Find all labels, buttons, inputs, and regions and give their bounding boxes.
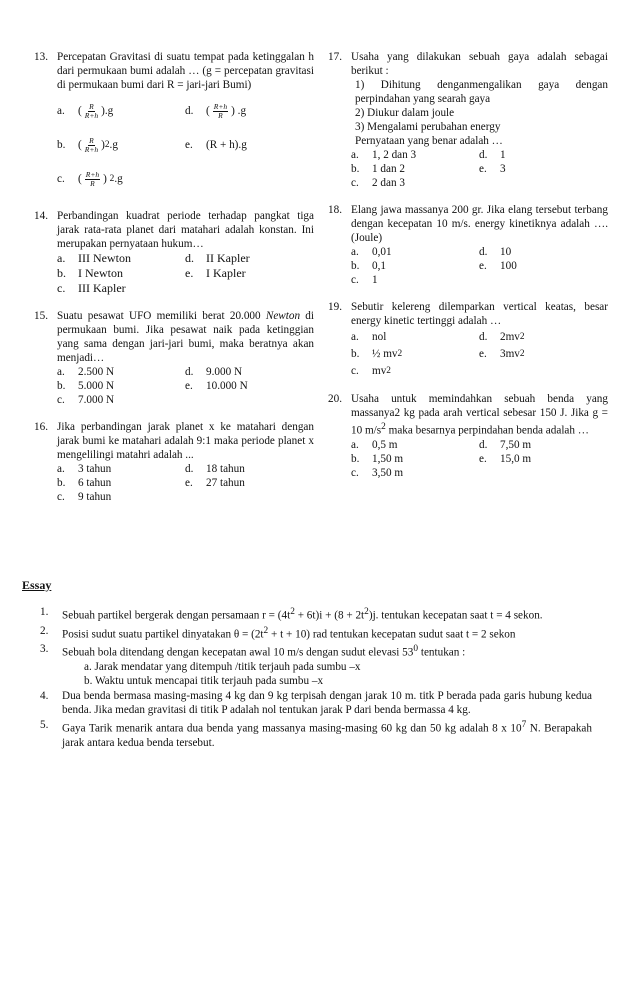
fraction-numerator: R bbox=[89, 135, 94, 145]
question-17 bbox=[328, 50, 608, 190]
option-text: 9 tahun bbox=[78, 491, 112, 503]
option-text: 15,0 m bbox=[500, 452, 532, 465]
left-column bbox=[34, 50, 314, 517]
question-19 bbox=[328, 300, 608, 379]
option-text: III Kapler bbox=[78, 281, 126, 295]
option-b bbox=[57, 476, 185, 490]
option-c bbox=[351, 362, 479, 379]
exponent: 2 bbox=[104, 140, 110, 150]
option-a bbox=[351, 148, 479, 162]
option-label: a. bbox=[351, 149, 359, 161]
option-b bbox=[351, 162, 479, 176]
option-text: (R + h).g bbox=[206, 139, 247, 151]
exponent: 2 bbox=[290, 607, 295, 617]
option-text: 100 bbox=[500, 260, 517, 272]
option-label: e. bbox=[185, 266, 194, 280]
essay-text: Dua benda bermasa masing-masing 4 kg dan 9 kg terpisah dengan jarak 10 m. titk P berada pada garis hubung kedua benda. Jika medan gravitasi di titik P adalah nol tentukan jarak P dari benda bermassa 4 kg. bbox=[62, 690, 592, 717]
option-text: 9.000 N bbox=[206, 366, 243, 378]
question-number: 13. bbox=[34, 51, 48, 63]
option-e bbox=[479, 259, 608, 273]
question-number: 15. bbox=[34, 310, 48, 322]
essay-subitem: b. Waktu untuk mencapai titik terjauh pada sumbu –x bbox=[84, 675, 324, 688]
option-text: 7.000 N bbox=[78, 394, 115, 406]
fraction-numerator: R+h bbox=[85, 169, 100, 179]
option-text: 10.000 N bbox=[206, 380, 248, 392]
essay-number: 4. bbox=[40, 690, 49, 703]
essay-text: Posisi sudut suatu partikel dinyatakan θ = (2t bbox=[62, 628, 264, 641]
option-e bbox=[185, 128, 314, 162]
question-stem: Sebutir kelereng dilemparkan vertical keatas, besar energy kinetic tertinggi adalah … bbox=[351, 301, 608, 327]
option-text: 1 dan 2 bbox=[372, 163, 405, 175]
option-label: c. bbox=[57, 281, 66, 295]
option-label: a. bbox=[351, 330, 359, 343]
option-text: 1 bbox=[372, 274, 378, 286]
option-b bbox=[351, 452, 479, 466]
question-number: 18. bbox=[328, 204, 342, 216]
essay-subitem: a. Jarak mendatar yang ditempuh /titik terjauh pada sumbu –x bbox=[84, 661, 361, 674]
fraction bbox=[85, 103, 98, 120]
option-label: c. bbox=[57, 394, 65, 406]
essay-text: tentukan : bbox=[418, 647, 466, 660]
essay-text: Sebuah partikel bergerak dengan persamaan r = (4t bbox=[62, 609, 291, 622]
fraction-denominator: R+h bbox=[84, 144, 99, 154]
option-text: I Kapler bbox=[206, 266, 246, 280]
option-label: c. bbox=[351, 364, 359, 377]
option-b bbox=[57, 266, 185, 281]
question-stem: Jika perbandingan jarak planet x ke matahari dengan jarak bumi ke matahari adalah 9:1 maka periode planet x mengelilingi matahri adalah ... bbox=[57, 421, 314, 461]
option-a bbox=[57, 251, 185, 266]
fraction-numerator: R+h bbox=[213, 101, 228, 111]
statement-list bbox=[351, 78, 608, 134]
option-e bbox=[479, 452, 608, 466]
option-text: ½ mv bbox=[372, 347, 398, 360]
fraction-numerator: R bbox=[89, 101, 94, 111]
option-label: a. bbox=[57, 366, 65, 378]
option-label: e. bbox=[479, 452, 487, 465]
option-e bbox=[185, 379, 314, 393]
option-e bbox=[479, 345, 608, 362]
essay-item-4 bbox=[40, 689, 592, 717]
essay-number: 1. bbox=[40, 606, 49, 618]
option-a bbox=[351, 245, 479, 259]
option-text: 1, 2 dan 3 bbox=[372, 149, 417, 161]
question-number: 16. bbox=[34, 421, 48, 433]
option-c bbox=[57, 281, 185, 296]
question-14 bbox=[34, 209, 314, 296]
option-label: a. bbox=[57, 251, 66, 265]
option-tail: ) .g bbox=[231, 105, 247, 117]
option-a bbox=[57, 462, 185, 476]
fraction bbox=[85, 171, 100, 188]
question-stem: Elang jawa massanya 200 gr. Jika elang tersebut terbang dengan kecepatan 10 m/s. energy kinetiknya adalah …. (Joule) bbox=[351, 204, 608, 244]
question-18 bbox=[328, 203, 608, 287]
option-label: e. bbox=[185, 477, 193, 489]
essay-text: Sebuah bola ditendang dengan kecepatan awal 10 m/s dengan sudut elevasi 53 bbox=[62, 647, 414, 660]
option-d bbox=[185, 94, 314, 128]
option-text: 3mv bbox=[500, 347, 520, 360]
option-b bbox=[351, 259, 479, 273]
essay-item-2 bbox=[40, 624, 592, 642]
option-label: c. bbox=[351, 466, 359, 479]
option-text: 3 bbox=[500, 163, 506, 175]
option-d bbox=[479, 245, 608, 259]
option-text: 0,5 m bbox=[372, 438, 398, 451]
exponent: 2 bbox=[397, 348, 403, 359]
question-stem: Usaha yang dilakukan sebuah gaya adalah sebagai berikut : bbox=[351, 51, 608, 77]
option-c bbox=[351, 273, 479, 287]
option-a bbox=[57, 94, 185, 128]
option-text: III Newton bbox=[78, 251, 131, 265]
essay-number: 5. bbox=[40, 719, 49, 732]
option-label: d. bbox=[185, 251, 194, 265]
question-stem: Perbandingan kuadrat periode terhadap pangkat tiga jarak rata-rata planet dari matahari adalah konstan. Ini merupakan pernyataan hukum… bbox=[57, 210, 314, 250]
stem-part: maka besarnya perpindahan benda adalah … bbox=[385, 424, 589, 437]
essay-number: 3. bbox=[40, 643, 49, 656]
question-number: 19. bbox=[328, 301, 342, 313]
option-d bbox=[185, 365, 314, 379]
option-tail: .g bbox=[114, 173, 123, 185]
option-text: 3 tahun bbox=[78, 463, 112, 475]
option-e bbox=[185, 476, 314, 490]
essay-text: + 6t)i + (8 + 2t bbox=[294, 609, 365, 622]
option-label: b. bbox=[57, 266, 66, 280]
essay-heading: Essay bbox=[22, 578, 52, 592]
option-text: 27 tahun bbox=[206, 477, 245, 489]
option-d bbox=[185, 251, 314, 266]
question-stem: Percepatan Gravitasi di suatu tempat pada ketinggalan h dari permukaan bumi adalah … (g = percepatan gravitasi di permukaan bumi dari R = jari-jari Bumi) bbox=[57, 51, 314, 91]
option-label: a. bbox=[57, 105, 65, 117]
option-label: a. bbox=[57, 463, 65, 475]
option-text: 3,50 m bbox=[372, 466, 404, 479]
option-c bbox=[57, 490, 185, 504]
option-text: 1 bbox=[500, 149, 506, 161]
stem-part: Suatu pesawat UFO memiliki berat 20.000 bbox=[57, 310, 266, 322]
question-15 bbox=[34, 309, 314, 407]
essay-text: Gaya Tarik menarik antara dua benda yang massanya masing-masing 60 kg dan 50 kg adalah 8 x 10 bbox=[62, 722, 522, 735]
exponent: 2 bbox=[386, 365, 391, 376]
option-a bbox=[351, 328, 479, 345]
paren: ) bbox=[101, 139, 105, 151]
option-label: b. bbox=[351, 452, 360, 465]
option-d bbox=[185, 462, 314, 476]
essay-item-1 bbox=[40, 605, 592, 623]
essay-list bbox=[40, 605, 592, 751]
question-number: 20. bbox=[328, 393, 342, 405]
option-b bbox=[351, 345, 479, 362]
option-label: d. bbox=[479, 330, 488, 343]
option-text: 5.000 N bbox=[78, 380, 115, 392]
essay-item-3 bbox=[40, 642, 592, 688]
option-label: c. bbox=[351, 177, 359, 189]
option-label: d. bbox=[479, 246, 488, 258]
question-20 bbox=[328, 392, 608, 480]
fraction bbox=[85, 137, 98, 154]
exponent: 0 bbox=[413, 644, 419, 655]
option-d bbox=[479, 328, 608, 345]
option-label: e. bbox=[185, 139, 193, 151]
essay-item-5 bbox=[40, 718, 592, 750]
option-label: b. bbox=[351, 347, 360, 360]
fraction-denominator: R+h bbox=[84, 110, 99, 120]
exponent: 2 bbox=[109, 174, 115, 184]
paren: ( bbox=[78, 139, 82, 151]
stem-part: Usaha untuk memindahkan sebuah benda yang massanya2 kg pada arah vertical sebesar 150 J. Jika g = 10 m/s bbox=[351, 393, 608, 437]
option-label: e. bbox=[479, 260, 487, 272]
option-label: e. bbox=[479, 347, 487, 360]
essay-number: 2. bbox=[40, 624, 49, 637]
fraction-denominator: R bbox=[90, 178, 95, 188]
option-text: 0,01 bbox=[372, 246, 392, 258]
option-label: b. bbox=[57, 380, 66, 392]
essay-text: )j. tentukan kecepatan saat t = 4 sekon. bbox=[368, 609, 543, 622]
option-label: d. bbox=[185, 463, 194, 475]
exponent: 2 bbox=[519, 348, 525, 359]
option-text: 0,1 bbox=[372, 260, 386, 272]
exponent: 2 bbox=[381, 422, 386, 432]
exponent: 2 bbox=[519, 331, 525, 342]
statement-item: 2) Diukur dalam joule bbox=[355, 107, 455, 119]
option-label: b. bbox=[351, 260, 360, 272]
essay-text: N. Berapakah jarak antara kedua benda tersebut. bbox=[62, 722, 592, 749]
option-c bbox=[351, 466, 479, 480]
question-number: 17. bbox=[328, 51, 342, 63]
option-c bbox=[57, 162, 185, 196]
option-label: c. bbox=[57, 491, 65, 503]
right-column bbox=[328, 50, 608, 493]
option-tail: .g bbox=[109, 139, 118, 151]
option-text: mv bbox=[372, 364, 387, 377]
exponent: 2 bbox=[263, 625, 269, 636]
option-a bbox=[351, 438, 479, 452]
option-label: a. bbox=[351, 246, 359, 258]
option-text: 7,50 m bbox=[500, 438, 532, 451]
essay-text: + t + 10) rad tentukan kecepatan sudut saat t = 2 sekon bbox=[268, 628, 516, 641]
option-text: 18 tahun bbox=[206, 463, 245, 475]
question-stem bbox=[351, 392, 608, 438]
stem-part: di permukaan bumi. Jika pesawat naik pada ketinggian yang sama dengan jari-jari bumi, maka beratnya akan menjadi… bbox=[57, 310, 315, 364]
fraction-denominator: R bbox=[218, 110, 223, 120]
option-label: e. bbox=[479, 163, 487, 175]
option-e bbox=[479, 162, 608, 176]
option-text: II Kapler bbox=[206, 251, 250, 265]
paren: ( bbox=[78, 173, 82, 185]
option-label: a. bbox=[351, 438, 359, 451]
option-c bbox=[57, 393, 185, 407]
option-label: e. bbox=[185, 380, 193, 392]
option-label: b. bbox=[57, 139, 66, 151]
option-text: 2.500 N bbox=[78, 366, 115, 378]
option-text: 2 dan 3 bbox=[372, 177, 405, 189]
option-label: c. bbox=[57, 173, 65, 185]
question-16 bbox=[34, 420, 314, 504]
question-stem bbox=[57, 309, 314, 365]
exponent: 7 bbox=[521, 720, 527, 731]
fraction bbox=[213, 103, 228, 120]
stem-italic: Newton bbox=[265, 310, 301, 322]
option-b bbox=[57, 128, 185, 162]
option-b bbox=[57, 379, 185, 393]
paren: ( bbox=[78, 105, 82, 117]
question-13 bbox=[34, 50, 314, 196]
option-d bbox=[479, 438, 608, 452]
question-prompt: Pernyataan yang benar adalah … bbox=[355, 135, 503, 147]
option-label: d. bbox=[185, 105, 194, 117]
option-text: 6 tahun bbox=[78, 477, 112, 489]
option-text: 1,50 m bbox=[372, 452, 404, 465]
option-tail: ).g bbox=[101, 105, 114, 117]
option-e bbox=[185, 266, 314, 281]
option-label: d. bbox=[479, 149, 488, 161]
option-a bbox=[57, 365, 185, 379]
option-label: d. bbox=[185, 366, 194, 378]
option-c bbox=[351, 176, 479, 190]
statement-item: 3) Mengalami perubahan energy bbox=[355, 121, 501, 133]
exponent: 2 bbox=[364, 607, 369, 617]
paren: ( bbox=[206, 105, 210, 117]
option-label: d. bbox=[479, 438, 488, 451]
option-text: 2mv bbox=[500, 330, 520, 343]
option-label: c. bbox=[351, 274, 359, 286]
paren: ) bbox=[103, 173, 107, 185]
option-text: nol bbox=[372, 330, 387, 343]
statement-item: 1) Dihitung denganmengalikan gaya dengan perpindahan yang searah gaya bbox=[355, 79, 608, 105]
option-label: b. bbox=[351, 163, 360, 175]
question-number: 14. bbox=[34, 210, 48, 222]
option-text: I Newton bbox=[78, 266, 123, 280]
option-text: 10 bbox=[500, 246, 512, 258]
option-label: b. bbox=[57, 477, 66, 489]
option-d bbox=[479, 148, 608, 162]
